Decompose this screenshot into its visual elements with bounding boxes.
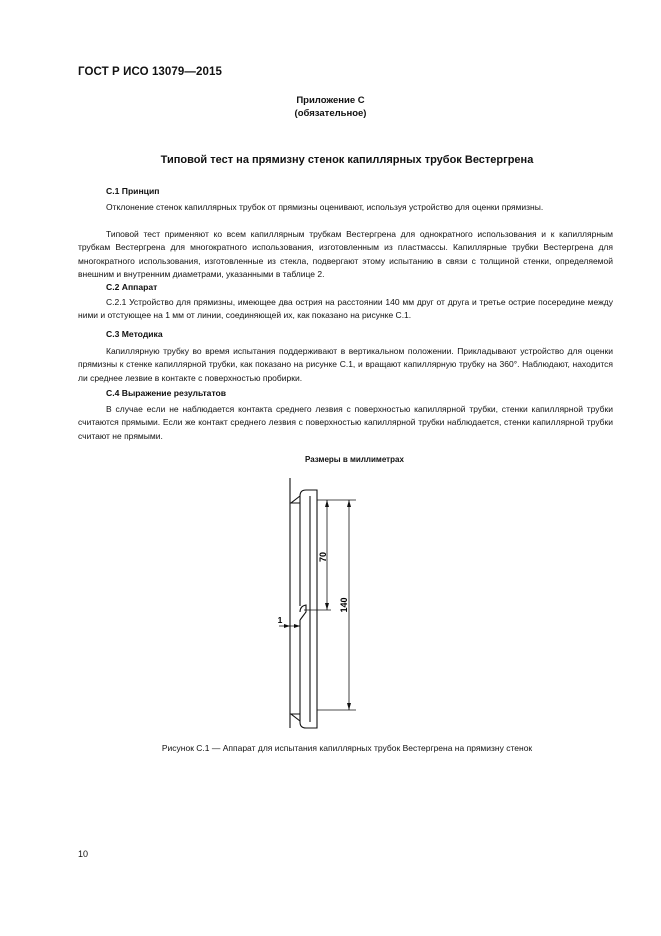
section-c3-heading: С.3 Методика [106,329,163,339]
section-c2-paragraph-1: С.2.1 Устройство для прямизны, имеющее два острия на расстоянии 140 мм друг от друга и третье острие посередине между ними и отстующее на 1 мм от линии, соединяющей их, как показано на рисунке С.1. [78,297,613,321]
annex-main-title: Типовой тест на прямизну стенок капиллярных трубок Вестергрена [160,154,534,166]
section-c3-paragraph-1: Капиллярную трубку во время испытания поддерживают в вертикальном положении. Прикладывают устройство для оценки прямизны к стенке капиллярной трубки, как показано на рисунке С.1, и вращают капиллярную трубку на 360°. Наблюдают, находится ли среднее лезвие в контакте с поверхностью пробирки. [78,346,613,383]
dimension-label-70: 70 [318,551,328,563]
section-c1-paragraph-2: Типовой тест применяют ко всем капиллярным трубкам Вестергрена для однократного использования и к капиллярным трубкам Вестергрена для многократного использования, изготовленным из пластмассы. Капиллярные трубки Вестергрена для многократного использования, изготовленные из стекла, подвергают этому испытанию в связи с толщиной стенки, определяемой внешним и внутренним диаметрами, указанными в таблице 2. [78,229,613,279]
section-c4-heading: С.4 Выражение результатов [106,388,227,398]
section-c4-paragraph-1: В случае если не наблюдается контакта среднего лезвия с поверхностью капиллярной трубки, стенки капиллярной трубки считаются прямыми. Если же контакт среднего лезвия с поверхностью капиллярной трубки наблюдается, стенки капиллярной трубки считают не прямыми. [78,404,613,441]
annex-title: Приложение С [296,95,365,106]
annex-status: (обязательное) [294,108,367,119]
figure-caption: Рисунок С.1 — Аппарат для испытания капиллярных трубок Вестергрена на прямизну стенок [161,743,533,753]
section-c1-heading: С.1 Принцип [106,186,160,196]
middle-point [300,605,306,620]
page-number: 10 [78,849,89,859]
top-point [291,496,300,503]
section-c2-heading: С.2 Аппарат [106,282,158,292]
bottom-point [291,714,300,721]
dimension-label-1: 1 [277,615,283,625]
section-c1-paragraph-1: Отклонение стенок капиллярных трубок от прямизны оценивают, используя устройство для оценки прямизны. [106,202,544,212]
figure-units-note: Размеры в миллиметрах [305,455,404,464]
document-code: ГОСТ Р ИСО 13079—2015 [78,66,223,78]
device-body-outline [300,490,317,728]
dimension-label-140: 140 [339,597,349,613]
